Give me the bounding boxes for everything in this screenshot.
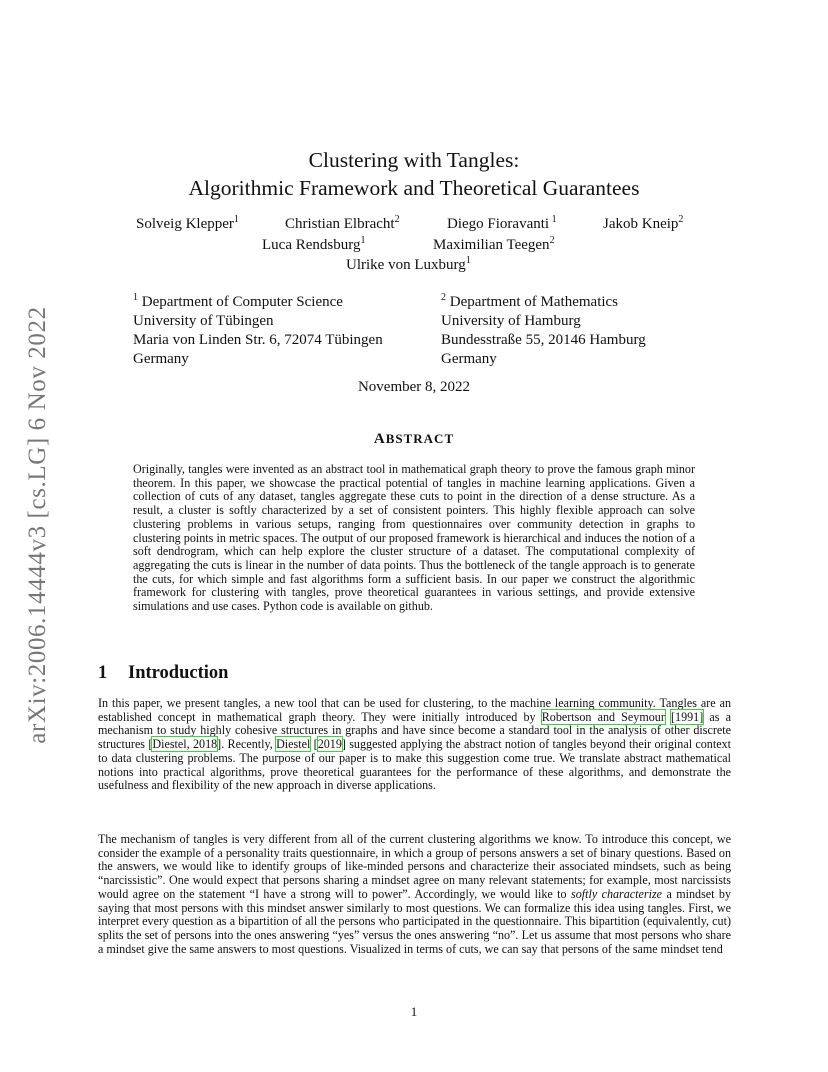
author: Ulrike von Luxburg$^1$ [346, 255, 471, 273]
arxiv-id: arXiv:2006.14444v3 [cs.LG] 6 Nov 2022 [24, 306, 51, 744]
title-line-2: Algorithmic Framework and Theoretical Guarantees [188, 176, 640, 200]
intro-paragraph-1: In this paper, we present tangles, a new tool that can be used for clustering, to the machine learning community. Tangles are an established concept in mathematical graph theory. They were initially introduced by Robertson and Seymour [1991] as a mechanism to study highly cohesive structures in graphs and have since become a standard tool in the analysis of other discrete structures [Diestel, 2018]. Recently, Diestel [2019] suggested applying the abstract notion of tangles beyond their original context to data clustering problems. The purpose of our paper is to make this suggestion come true. We translate abstract mathematical notions into practical algorithms, prove theoretical guarantees for the performance of these algorithms, and demonstrate the usefulness and flexibility of the new approach in diverse applications. [98, 696, 731, 793]
author-list [0, 216, 828, 276]
citation-link[interactable]: [1991] [671, 709, 704, 724]
paper-date: November 8, 2022 [357, 379, 471, 395]
author: Solveig Klepper$^1$ [136, 214, 239, 232]
section-title: Introduction [128, 663, 229, 683]
abstract-heading: ABSTRACT [373, 431, 455, 447]
author: Diego Fioravanti $^1$ [447, 214, 557, 232]
section-number: 1 [98, 663, 108, 683]
arxiv-stamp [18, 290, 58, 760]
section-heading [98, 663, 228, 684]
intro-paragraph-2: The mechanism of tangles is very different from all of the current clustering algorithms we know. To introduce this concept, we consider the example of a personality traits questionnaire, in which a group of persons answers a set of binary questions. Based on the answers, we would like to identify groups of like-minded persons and characterize their associated mindsets, such as being “narcissistic”. One would expect that persons sharing a mindset agree on many relevant statements; for example, most narcissists would agree on the statement “I have a strong will to power”. Accordingly, we would like to softly characterize a mindset by saying that most persons with this mindset answer similarly to most questions. We can formalize this idea using tangles. First, we interpret every question as a bipartition of all the persons who participated in the questionnaire. This bipartition (equivalently, cut) splits the set of persons into the ones answering “yes” versus the ones answering “no”. Let us assume that most persons who share a mindset give the same answers to most questions. Visualized in terms of cuts, we can say that persons of the same mindset tend [98, 832, 732, 956]
author: Luca Rendsburg$^1$ [262, 235, 366, 253]
citation-link[interactable]: Diestel [276, 737, 311, 752]
citation-link[interactable]: Diestel, 2018 [152, 737, 218, 752]
citation-link[interactable]: Robertson and Seymour [541, 709, 665, 724]
abstract-text: Originally, tangles were invented as an abstract tool in mathematical graph theory to prove the famous graph minor theorem. In this paper, we showcase the practical potential of tangles in machine learning applications. Given a collection of cuts of any dataset, tangles aggregate these cuts to point in the direction of a dense structure. As a result, a cluster is softly characterized by a set of consistent pointers. This highly flexible approach can solve clustering problems in various setups, ranging from questionnaires over community detection in graphs to clustering points in metric spaces. The output of our proposed framework is hierarchical and induces the notion of a soft dendrogram, which can help explore the cluster structure of a dataset. The computational complexity of aggregating the cuts is linear in the number of data points. Thus the bottleneck of the tangle approach is to generate the cuts, for which simple and fast algorithms form a sufficient basis. In our paper we construct the algorithmic framework for clustering with tangles, prove theoretical guarantees in various settings, and provide extensive simulations and use cases. Python code is available on github. [133, 462, 695, 614]
author: Maximilian Teegen$^2$ [433, 235, 555, 253]
affiliation-1: $^1$ Department of Computer Science University of Tübingen Maria von Linden Str. 6, 72074 Tübingen Germany [133, 292, 383, 367]
affiliation-2: $^2$ Department of Mathematics University of Hamburg Bundesstraße 55, 20146 Hamburg Germany [441, 292, 646, 367]
author: Jakob Kneip$^2$ [603, 214, 684, 232]
title-line-1: Clustering with Tangles: [308, 148, 520, 172]
emphasis: softly characterize [570, 886, 663, 901]
page-number: 1 [410, 1004, 418, 1019]
citation-link[interactable]: 2019 [317, 737, 342, 752]
paper-title [0, 146, 828, 202]
author: Christian Elbracht$^2$ [285, 214, 400, 232]
